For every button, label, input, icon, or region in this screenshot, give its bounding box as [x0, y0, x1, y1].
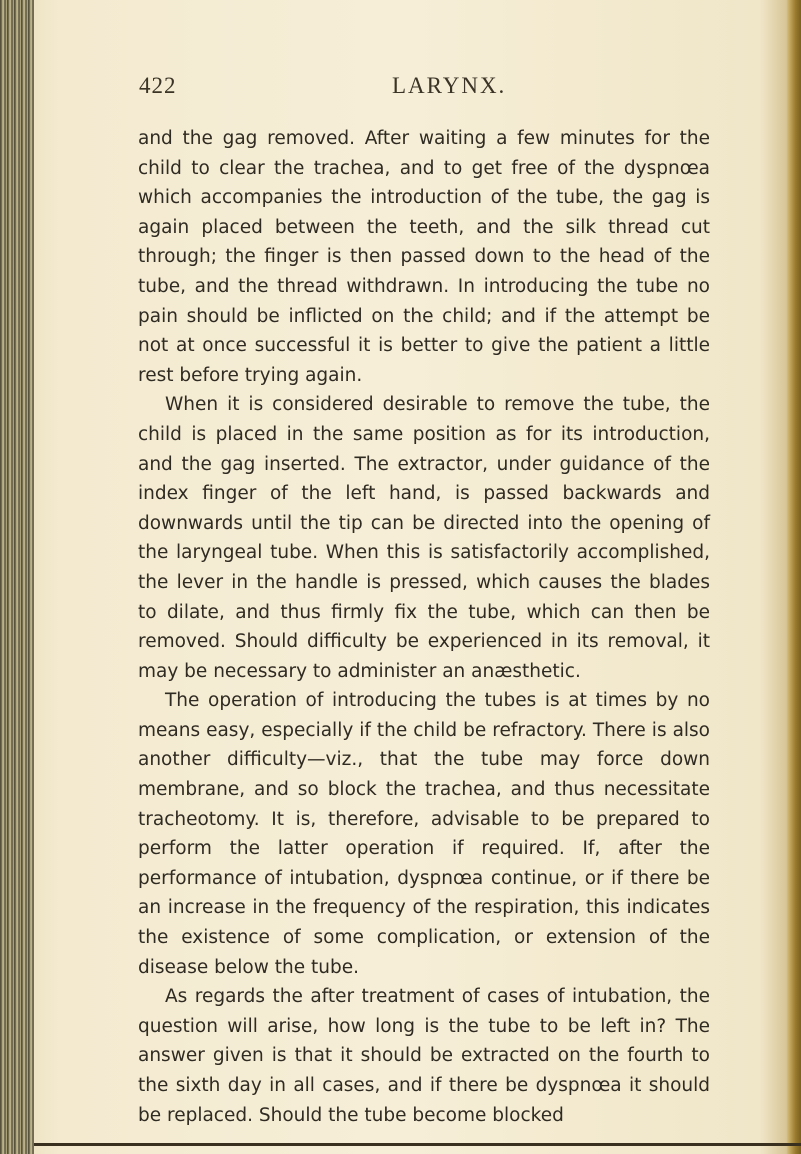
page-header — [0, 73, 801, 107]
bottom-edge-rule — [34, 1143, 801, 1146]
paragraph-after-treatment: As regards the after treatment of cases of intubation, the question will arise, how long is the tube to be left in? The answer given is that it should be extracted on the fourth to the sixth day in all cases, and if there be dyspnœa it should be replaced. Should the tube become blocked — [138, 986, 710, 1126]
paragraph-difficulties: The operation of introducing the tubes is at times by no means easy, especially if the child be refractory. There is also another difficulty—viz., that the tube may force down membrane, and so block the trachea, and thus necessitate tracheotomy. It is, therefore, advisable to be prepared to perform the latter operation if required. If, after the performance of intubation, dyspnœa continue, or if there be an increase in the frequency of the respiration, this indicates the existence of some complication, or extension of the disease below the tube. — [138, 690, 710, 978]
page-number: 422 — [139, 73, 177, 98]
paragraph-continued: and the gag removed. After waiting a few minutes for the child to clear the trachea, and to get free of the dyspnœa which accompanies the introduction of the tube, the gag is again placed between the teeth, and the silk thread cut through; the finger is then passed down to the head of the tube, and the thread withdrawn. In introducing the tube no pain should be inflicted on the child; and if the attempt be not at once successful it is better to give the patient a little rest before trying again. — [138, 128, 710, 386]
body-text — [138, 124, 710, 1130]
page-edge — [787, 0, 801, 1154]
binding-edge — [0, 0, 34, 1154]
running-head: LARYNX. — [392, 73, 507, 98]
paragraph-tube-removal: When it is considered desirable to remove the tube, the child is placed in the same position as for its introduction, and the gag inserted. The extractor, under guidance of the index finger of the left hand, is passed backwards and downwards until the tip can be directed into the opening of the laryngeal tube. When this is satisfactorily accomplished, the lever in the handle is pressed, which causes the blades to dilate, and thus firmly fix the tube, which can then be removed. Should difficulty be experienced in its removal, it may be necessary to administer an anæsthetic. — [138, 394, 710, 682]
